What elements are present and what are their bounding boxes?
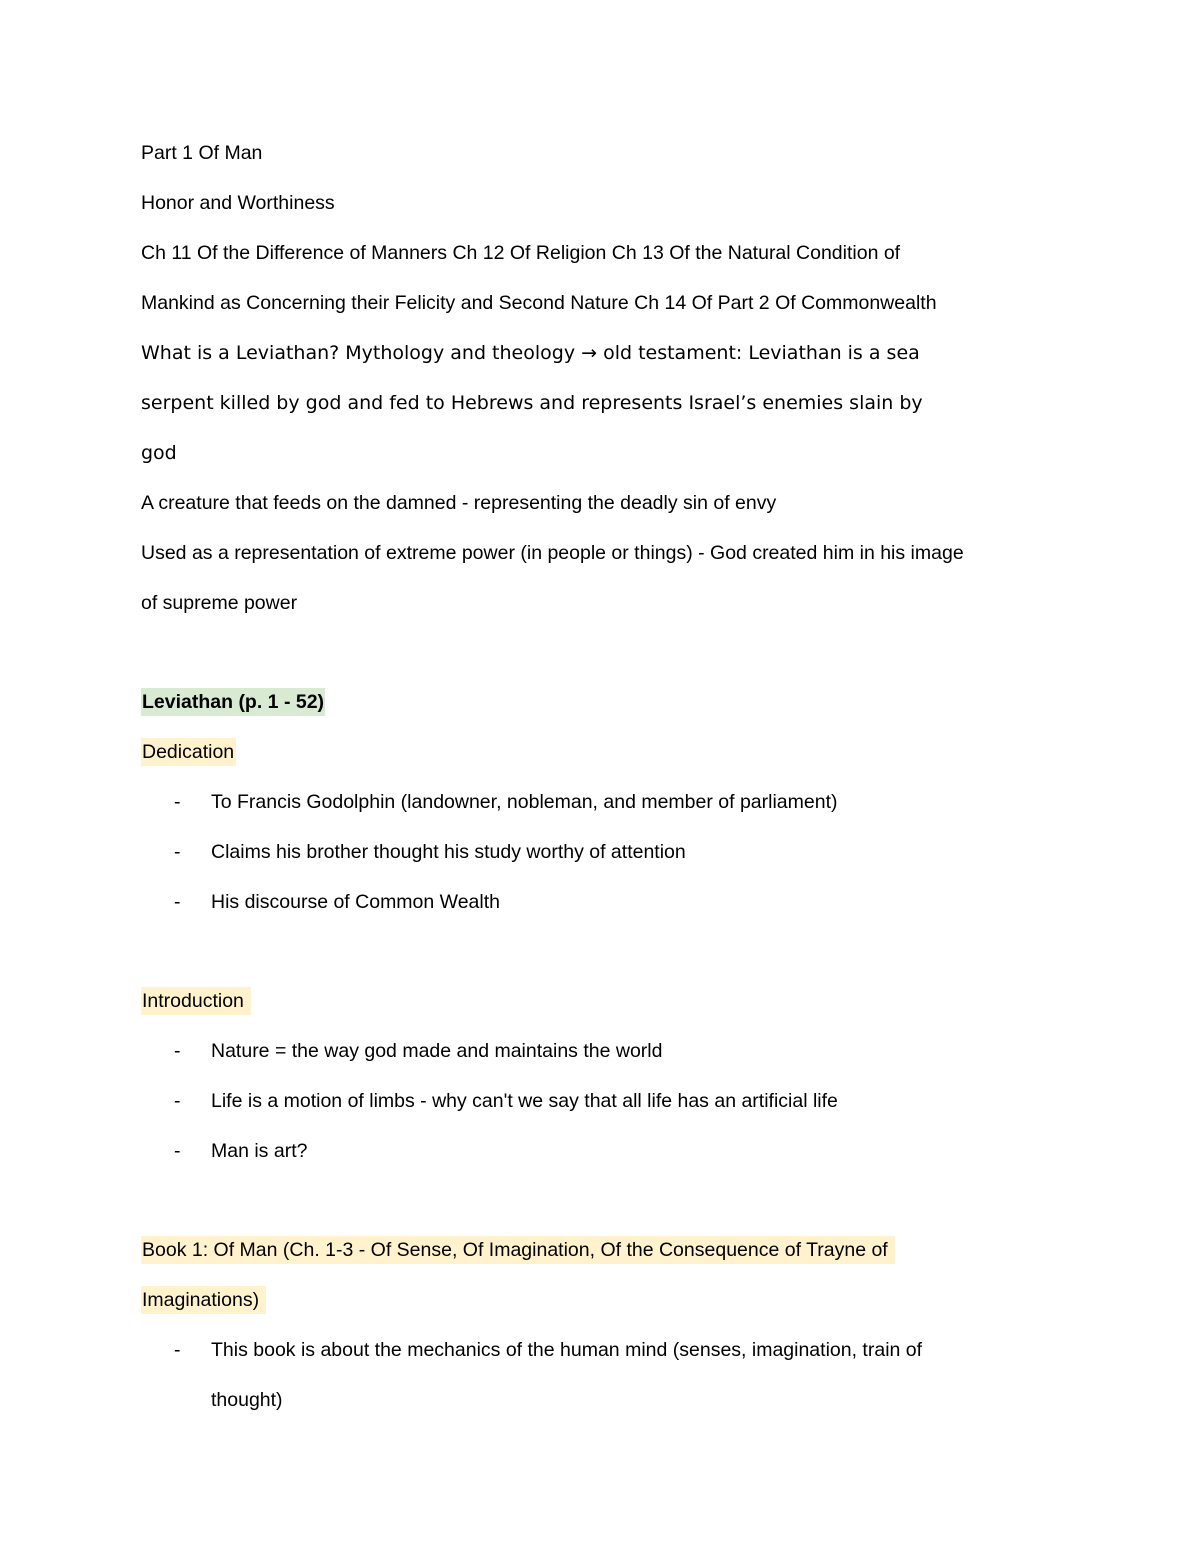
book1-heading-line-2 <box>141 1275 1071 1325</box>
list-item <box>141 1076 1071 1126</box>
introduction-heading <box>141 976 1071 1026</box>
list-item <box>141 1026 1071 1076</box>
introduction-heading-text: Introduction <box>141 987 251 1015</box>
spacer <box>141 927 1071 976</box>
list-item-text: Nature = the way god made and maintains the world <box>211 1040 663 1062</box>
list-item <box>141 777 1071 827</box>
list-item-text: His discourse of Common Wealth <box>211 891 500 913</box>
list-item-text: Life is a motion of limbs - why can't we say that all life has an artificial life <box>211 1090 838 1112</box>
list-item <box>141 877 1071 927</box>
leviathan-question-line-3: god <box>141 442 177 464</box>
leviathan-question-line-2: serpent killed by god and fed to Hebrews and represents Israel’s enemies slain by <box>141 392 923 414</box>
dedication-heading-text: Dedication <box>141 738 236 766</box>
list-item-text: thought) <box>211 1389 283 1411</box>
spacer <box>141 628 1071 677</box>
dedication-heading <box>141 727 1071 777</box>
list-item-text: Man is art? <box>211 1140 308 1162</box>
bullet-dash: - <box>174 1090 181 1112</box>
book1-heading-text-2: Imaginations) <box>141 1286 266 1314</box>
power-line-1: Used as a representation of extreme power (in people or things) - God created him in his image <box>141 542 964 564</box>
list-item <box>141 1126 1071 1176</box>
bullet-dash: - <box>174 791 181 813</box>
book1-heading-line-1 <box>141 1225 1071 1275</box>
bullet-dash: - <box>174 891 181 913</box>
section-title <box>141 677 1071 727</box>
book1-heading-text-1: Book 1: Of Man (Ch. 1-3 - Of Sense, Of Imagination, Of the Consequence of Trayne of <box>141 1236 895 1264</box>
part-title: Part 1 Of Man <box>141 142 263 164</box>
list-item-text: To Francis Godolphin (landowner, nobleman, and member of parliament) <box>211 791 838 813</box>
list-item <box>141 1325 1071 1375</box>
document-page <box>141 128 1071 1425</box>
bullet-dash: - <box>174 1040 181 1062</box>
bullet-dash: - <box>174 841 181 863</box>
list-item-text: This book is about the mechanics of the human mind (senses, imagination, train of <box>211 1339 923 1361</box>
envy-line: A creature that feeds on the damned - representing the deadly sin of envy <box>141 492 777 514</box>
bullet-dash: - <box>174 1140 181 1162</box>
chapter-list-line-1: Ch 11 Of the Difference of Manners Ch 12 Of Religion Ch 13 Of the Natural Condition of <box>141 242 901 264</box>
section-title-text: Leviathan (p. 1 - 52) <box>141 688 325 716</box>
list-item-continuation <box>141 1375 1071 1425</box>
leviathan-question-line-1: What is a Leviathan? Mythology and theology → old testament: Leviathan is a sea <box>141 342 920 364</box>
list-item <box>141 827 1071 877</box>
chapter-list-line-2: Mankind as Concerning their Felicity and Second Nature Ch 14 Of Part 2 Of Commonwealth <box>141 292 937 314</box>
bullet-dash: - <box>174 1339 181 1361</box>
list-item-text: Claims his brother thought his study worthy of attention <box>211 841 686 863</box>
subtitle-honor: Honor and Worthiness <box>141 192 335 214</box>
power-line-2: of supreme power <box>141 592 298 614</box>
spacer <box>141 1176 1071 1225</box>
